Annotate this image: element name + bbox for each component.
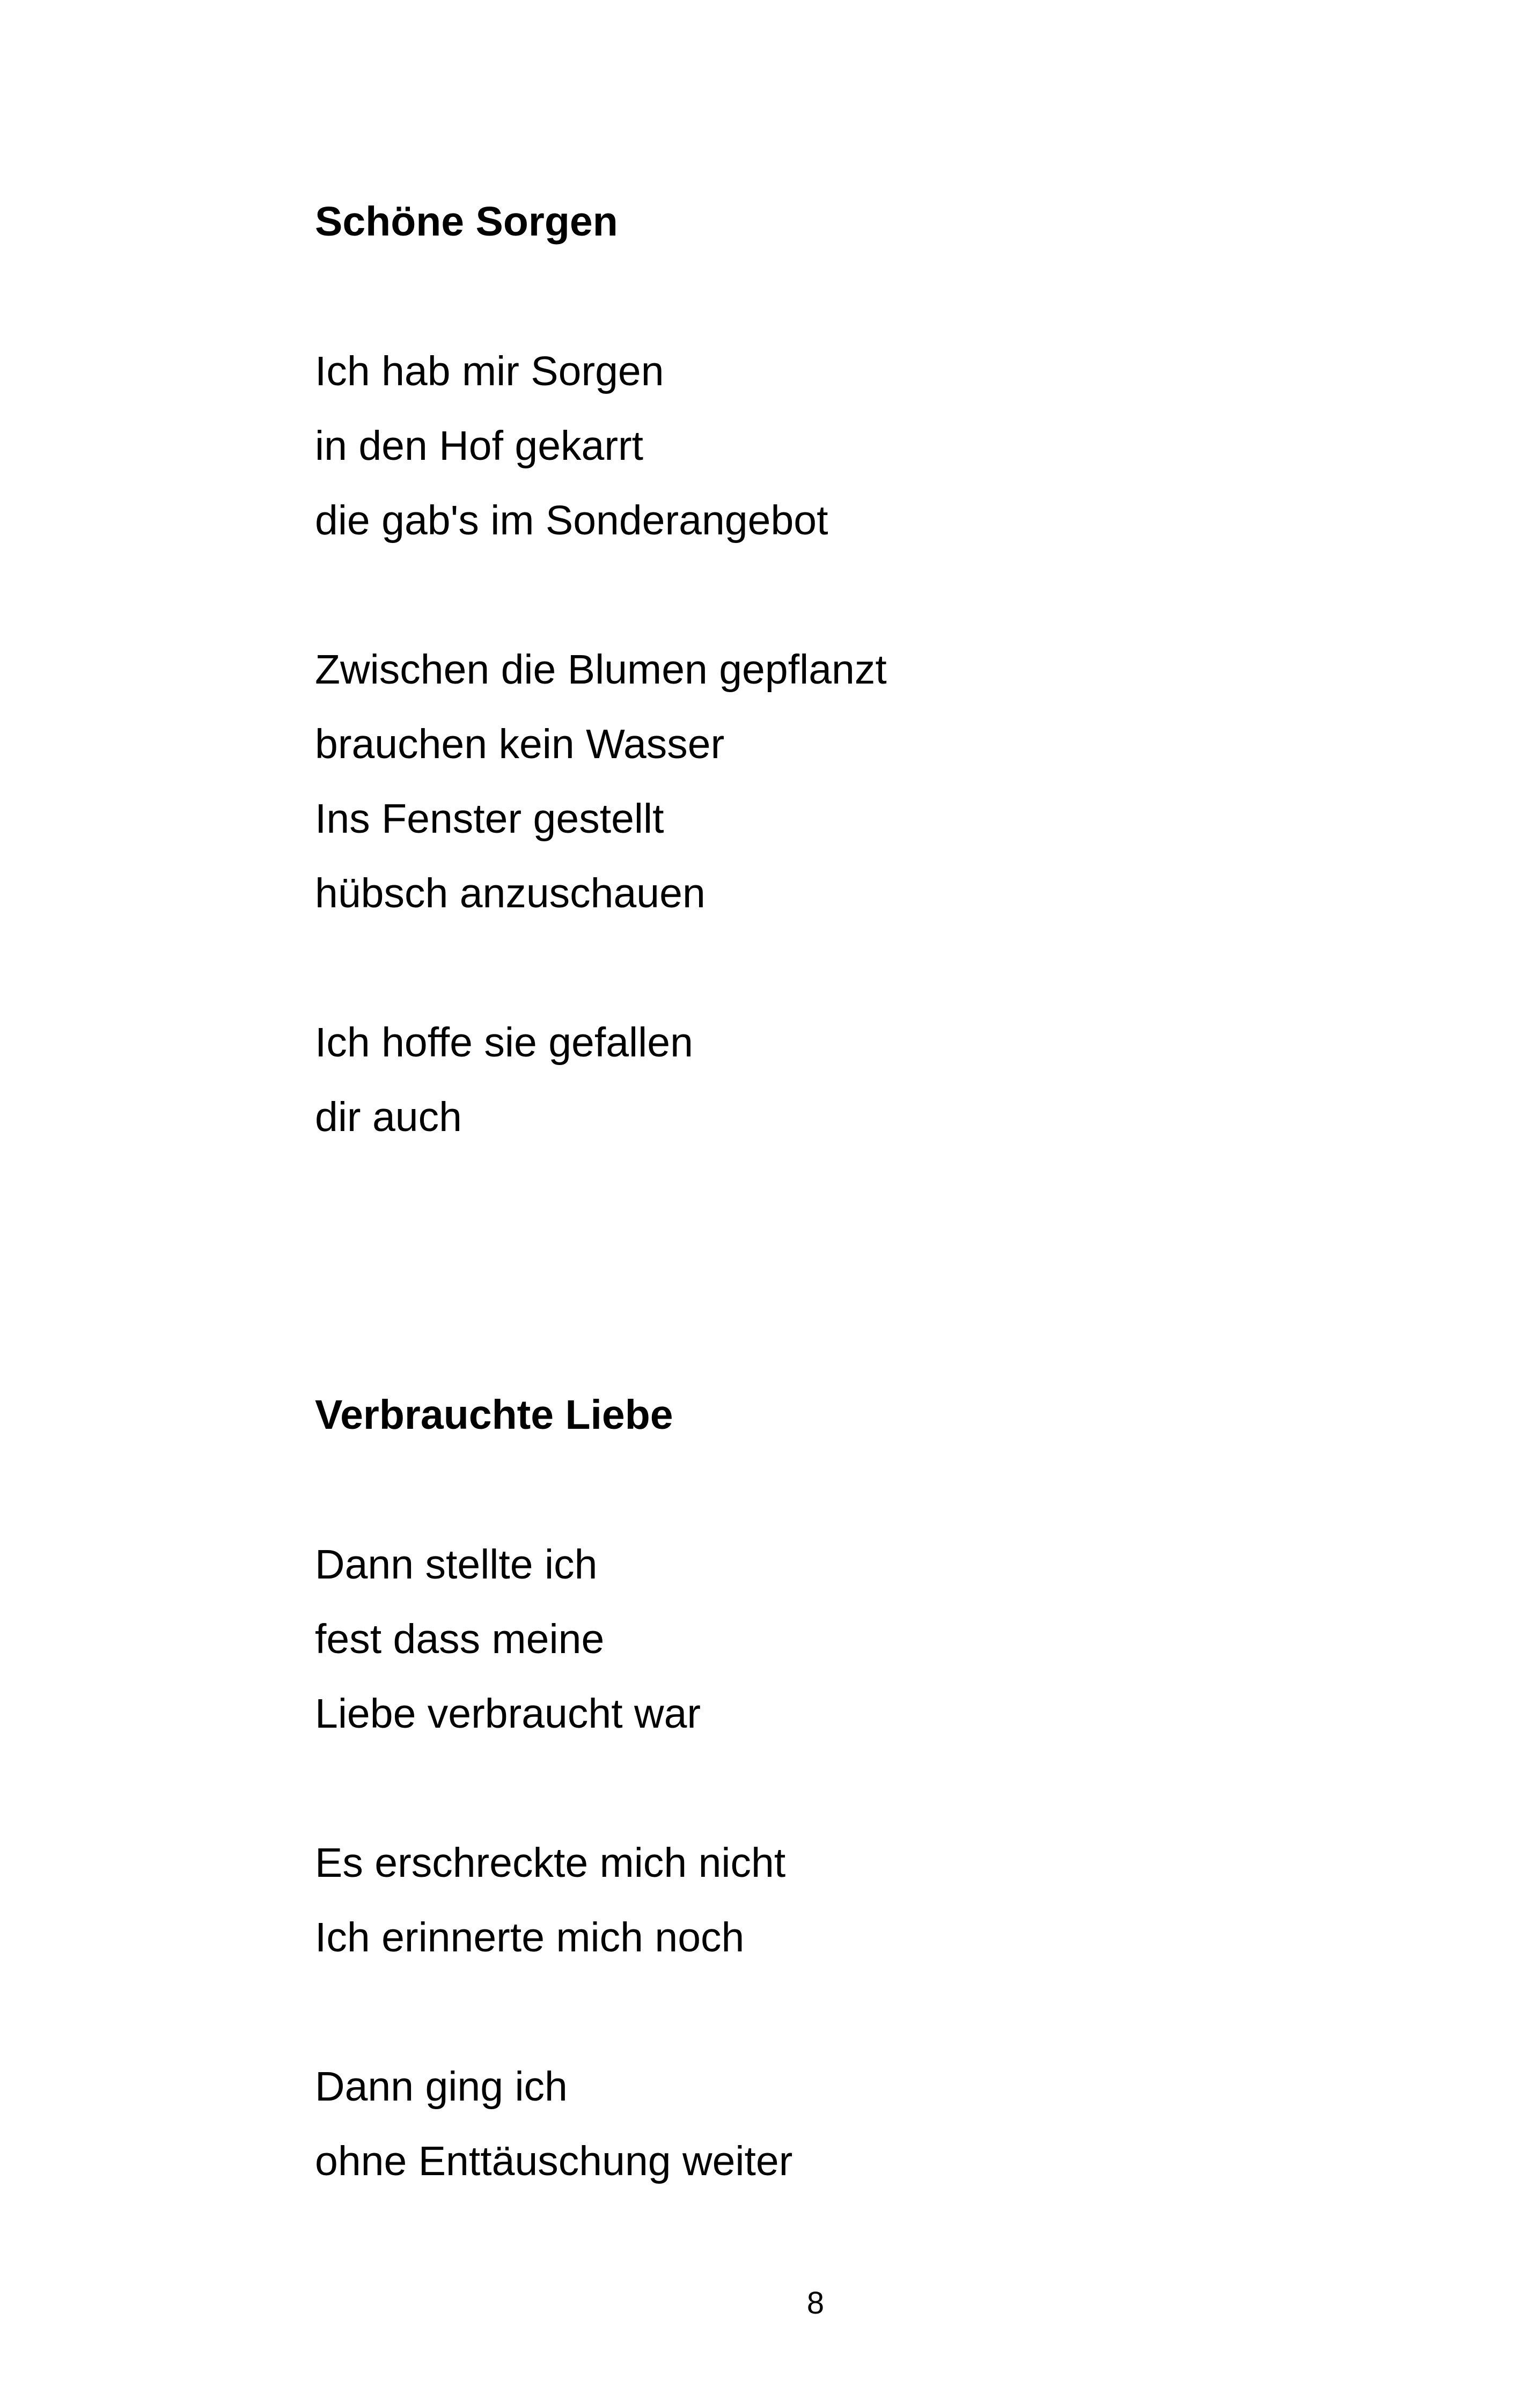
poem-line: Ich hoffe sie gefallen: [315, 1019, 693, 1066]
poem-line: brauchen kein Wasser: [315, 721, 725, 767]
poem-line: fest dass meine: [315, 1616, 605, 1662]
poem-title: Schöne Sorgen: [315, 199, 618, 245]
poem-line: Liebe verbraucht war: [315, 1691, 701, 1737]
poem-line: dir auch: [315, 1094, 462, 1140]
poem-line: in den Hof gekarrt: [315, 423, 644, 469]
page-number: 8: [806, 2286, 825, 2321]
poem-line: ohne Enttäuschung weiter: [315, 2138, 793, 2184]
poem-line: Ins Fenster gestellt: [315, 796, 664, 842]
poem-line: hübsch anzuschauen: [315, 870, 706, 916]
poem-line: Es erschreckte mich nicht: [315, 1840, 786, 1886]
poem-line: Zwischen die Blumen gepflanzt: [315, 647, 887, 693]
poem-line: Ich hab mir Sorgen: [315, 348, 664, 394]
poem-line: die gab's im Sonderangebot: [315, 497, 828, 544]
poem-line: Ich erinnerte mich noch: [315, 1914, 745, 1961]
poem-line: Dann stellte ich: [315, 1541, 598, 1588]
poem-title: Verbrauchte Liebe: [315, 1392, 673, 1438]
poem-line: Dann ging ich: [315, 2064, 568, 2110]
